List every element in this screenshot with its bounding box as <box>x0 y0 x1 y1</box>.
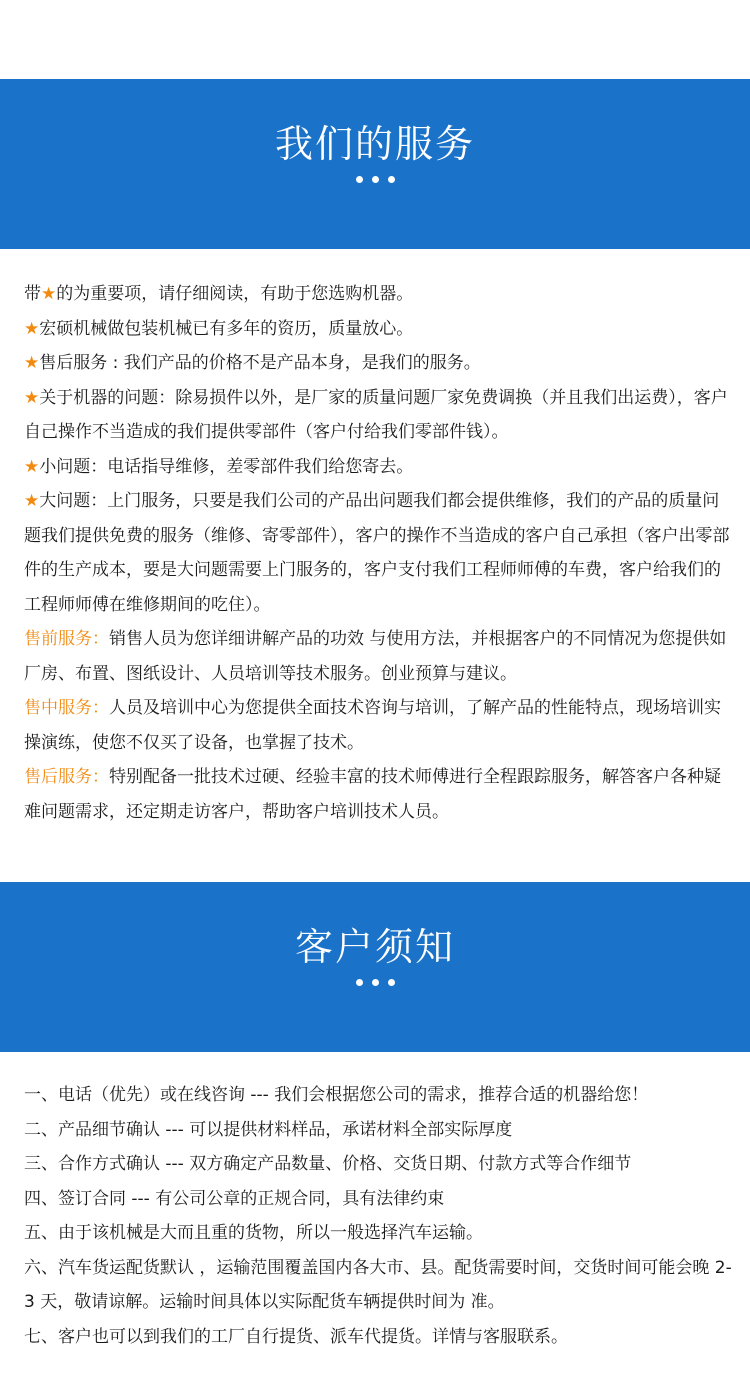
notice-banner <box>0 882 750 1052</box>
notice-body <box>24 1078 732 1354</box>
intro-suffix: 的为重要项，请仔细阅读，有助于您选购机器。 <box>56 284 414 304</box>
notice-item: 一、电话（优先）或在线咨询 --- 我们会根据您公司的需求，推荐合适的机器给您！ <box>24 1085 649 1105</box>
star-item-text: 大问题：上门服务，只要是我们公司的产品出问题我们都会提供维修，我们的产品的质量问题我们提供免费的服务（维修、寄零部件），客户的操作不当造成的客户自己承担（客户出零部件的生产成本，要是大问题需要上门服务的，客户支付我们工程师师傅的车费，客户给我们的工程师师傅在维修期间的吃住）。 <box>24 491 730 615</box>
notice-item: 三、合作方式确认 --- 双方确定产品数量、价格、交货日期、付款方式等合作细节 <box>24 1154 632 1174</box>
services-labeled-item <box>24 691 732 760</box>
dot <box>356 979 363 986</box>
services-star-item <box>24 450 732 485</box>
notice-item: 四、签订合同 --- 有公司公章的正规合同，具有法律约束 <box>24 1188 445 1209</box>
star-icon: ★ <box>24 353 40 373</box>
star-item-text: 宏硕机械做包装机械已有多年的资历，质量放心。 <box>39 318 414 339</box>
dot <box>356 176 363 183</box>
after-sale-label: 售后服务： <box>24 767 109 787</box>
notice-dots <box>0 979 750 986</box>
notice-item: 五、由于该机械是大而且重的货物，所以一般选择汽车运输。 <box>24 1223 483 1243</box>
in-sale-text: 人员及培训中心为您提供全面技术咨询与培训，了解产品的性能特点，现场培训实操演练，使您不仅买了设备，也掌握了技术。 <box>24 698 721 753</box>
dot <box>388 979 395 986</box>
services-star-item <box>24 312 732 347</box>
dot <box>372 979 379 986</box>
after-sale-text: 特别配备一批技术过硬、经验丰富的技术师傅进行全程跟踪服务，解答客户各种疑难问题需求，还定期走访客户，帮助客户培训技术人员。 <box>24 767 721 822</box>
dot <box>372 176 379 183</box>
star-icon: ★ <box>24 491 40 511</box>
notice-item: 七、客户也可以到我们的工厂自行提货、派车代提货。详情与客服联系。 <box>24 1326 568 1347</box>
services-star-item <box>24 381 732 450</box>
pre-sale-label: 售前服务： <box>24 629 109 649</box>
services-star-item <box>24 346 732 381</box>
notice-item: 二、产品细节确认 --- 可以提供材料样品，承诺材料全部实际厚度 <box>24 1119 513 1140</box>
services-title: 我们的服务 <box>274 122 475 166</box>
intro-prefix: 带 <box>24 284 41 304</box>
star-icon: ★ <box>24 318 40 339</box>
services-labeled-item <box>24 760 732 829</box>
dot <box>388 176 395 183</box>
services-banner <box>0 79 750 249</box>
star-icon: ★ <box>24 387 40 408</box>
notice-title: 客户须知 <box>294 925 455 969</box>
services-body <box>24 277 732 829</box>
services-labeled-item <box>24 622 732 691</box>
star-item-text: 关于机器的问题：除易损件以外，是厂家的质量问题厂家免费调换（并且我们出运费），客户自己操作不当造成的我们提供零部件（客户付给我们零部件钱）。 <box>24 387 728 442</box>
pre-sale-text: 销售人员为您详细讲解产品的功效 与使用方法，并根据客户的不同情况为您提供如厂房、布置、图纸设计、人员培训等技术服务。创业预算与建议。 <box>24 629 727 684</box>
in-sale-label: 售中服务： <box>24 698 109 718</box>
services-intro <box>24 277 732 312</box>
services-dots <box>0 176 750 183</box>
star-item-text: 售后服务 : 我们产品的价格不是产品本身，是我们的服务。 <box>39 353 481 373</box>
notice-item: 六、汽车货运配货默认 ，运输范围覆盖国内各大市、县。配货需要时间，交货时间可能会晚 2-3 天，敬请谅解。运输时间具体以实际配货车辆提供时间为 准。 <box>24 1257 732 1312</box>
star-icon: ★ <box>24 456 40 477</box>
star-icon: ★ <box>41 284 57 304</box>
services-star-item <box>24 484 732 622</box>
star-item-text: 小问题：电话指导维修，差零部件我们给您寄去。 <box>39 456 414 477</box>
